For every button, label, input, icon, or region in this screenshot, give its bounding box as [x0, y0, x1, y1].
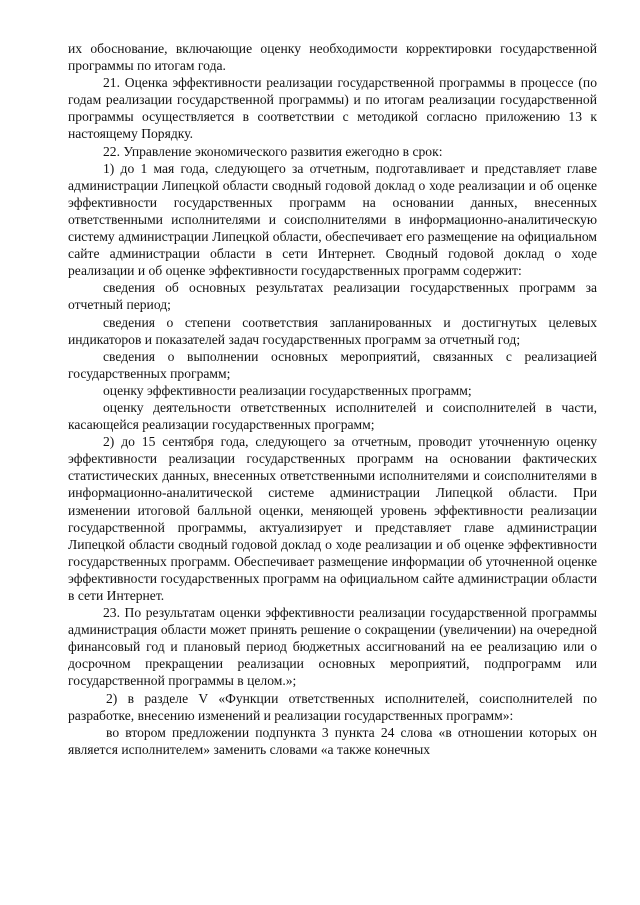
paragraph-continuation: их обоснование, включающие оценку необходимости корректировки государственной программы по итогам года.	[68, 41, 597, 74]
paragraph-list-item: оценку деятельности ответственных исполнителей и соисполнителей в части, касающейся реализации государственных программ;	[68, 399, 597, 433]
paragraph-list-item: оценку эффективности реализации государственных программ;	[103, 382, 472, 398]
paragraph-subitem-1: 1) до 1 мая года, следующего за отчетным, подготавливает и представляет главе администрации Липецкой области сводный годовой доклад о ходе реализации и об оценке эффективности государственных программ на основании данных, внесенных ответственными исполнителями и соисполнителями в информационно-аналитическую систему администрации Липецкой области, обеспечивает его размещение на официальном сайте администрации области в сети Интернет. Сводный годовой доклад о ходе реализации и об оценке эффективности государственных программ содержит:	[68, 160, 597, 279]
document-page	[68, 40, 597, 758]
paragraph-item-21: 21. Оценка эффективности реализации государственной программы в процессе (по годам реализации государственной программы) и по итогам реализации государственной программы осуществляется в соответствии с методикой согласно приложению 13 к настоящему Порядку.	[68, 75, 597, 142]
paragraph-amendment-text: во втором предложении подпункта 3 пункта 24 слова «в отношении которых он является исполнителем» заменить словами «а также конечных	[68, 724, 597, 757]
paragraph-list-item: сведения об основных результатах реализации государственных программ за отчетный период;	[68, 280, 597, 313]
paragraph-item-23: 23. По результатам оценки эффективности реализации государственной программы администрация области может принять решение о сокращении (увеличении) на очередной финансовый год и плановый период бюджетных ассигнований на ее реализацию или о досрочном прекращении реализации основных мероприятий, подпрограмм или государственной программы в целом.»;	[68, 605, 597, 689]
paragraph-subitem-2: 2) до 15 сентября года, следующего за отчетным, проводит уточненную оценку эффективности реализации государственных программ на основании фактических статистических данных, внесенных ответственными исполнителями и соисполнителями в информационно-аналитической системе администрации Липецкой области. При изменении итоговой балльной оценки, меняющей уровень эффективности реализации государственной программы, актуализирует и представляет главе администрации Липецкой области сводный годовой доклад о ходе реализации и об оценке эффективности государственных программ. Обеспечивает размещение информации об уточненной оценке эффективности государственных программ на официальном сайте администрации области в сети Интернет.	[68, 434, 597, 603]
paragraph-amendment-2: 2) в разделе V «Функции ответственных исполнителей, соисполнителей по разработке, внесению изменений и реализации государственных программ»:	[68, 690, 597, 723]
paragraph-list-item: сведения о выполнении основных мероприятий, связанных с реализацией государственных программ;	[68, 348, 597, 381]
paragraph-list-item: сведения о степени соответствия запланированных и достигнутых целевых индикаторов и показателей задач государственных программ за отчетный год;	[68, 314, 597, 347]
paragraph-item-22: 22. Управление экономического развития ежегодно в срок:	[103, 143, 443, 159]
